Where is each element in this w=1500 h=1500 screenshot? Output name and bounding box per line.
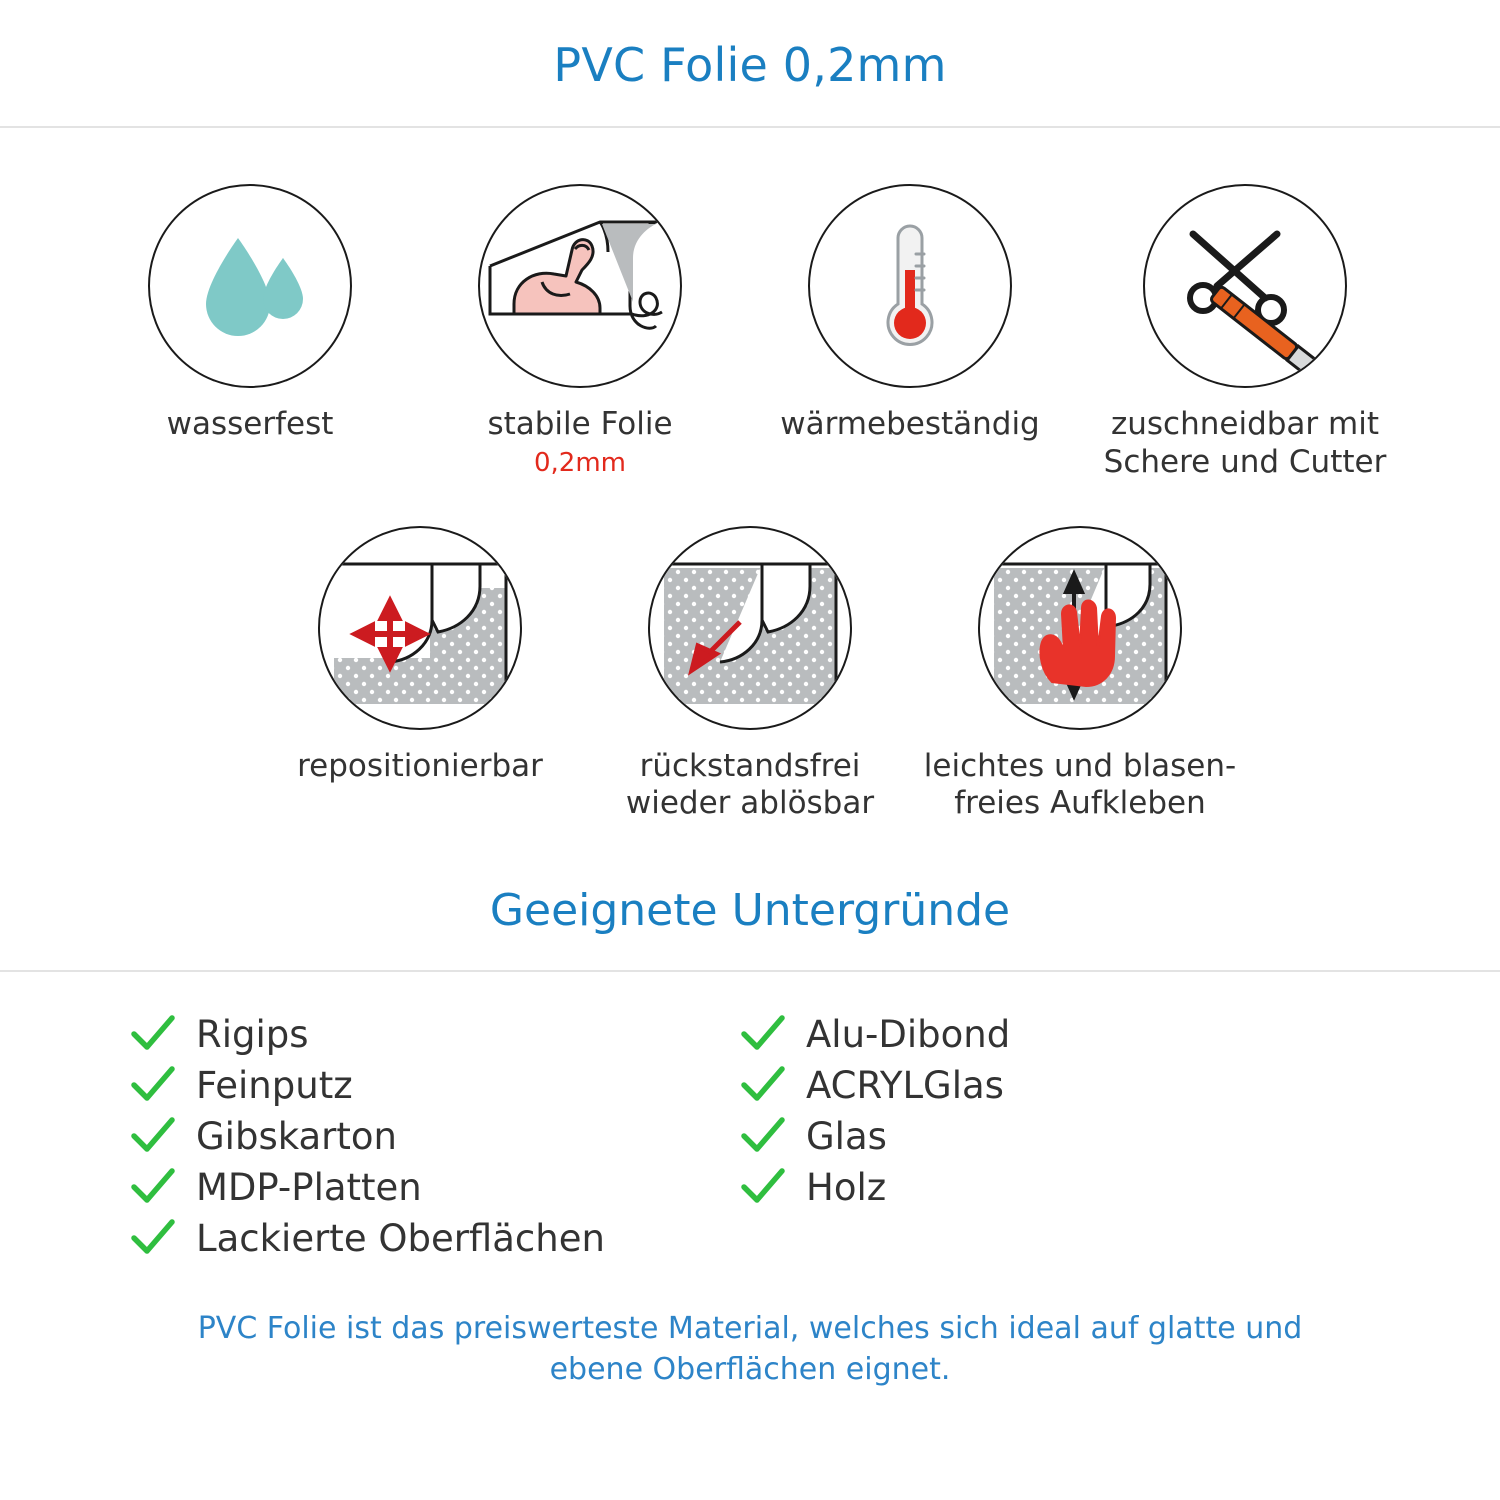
list-item-label: ACRYLGlas: [806, 1063, 1004, 1107]
feature-label: [487, 406, 672, 480]
check-icon: [130, 1116, 176, 1156]
check-icon: [130, 1167, 176, 1207]
page-title: PVC Folie 0,2mm: [553, 38, 947, 92]
list-item: [130, 1116, 740, 1156]
feature-label: wasserfest: [166, 406, 334, 442]
list-item-label: Gibskarton: [196, 1114, 397, 1158]
substrates-title: Geeignete Untergründe: [489, 885, 1011, 937]
check-icon: [740, 1167, 786, 1207]
list-item-label: Glas: [806, 1114, 887, 1158]
list-item-label: Lackierte Oberflächen: [196, 1216, 605, 1260]
feature-waermebestaendig: [745, 184, 1075, 482]
check-icon: [740, 1116, 786, 1156]
substrate-column-right: [740, 1014, 1240, 1269]
feature-stabile-folie: [415, 184, 745, 482]
feature-row-2: [0, 526, 1500, 824]
list-item: [740, 1065, 1240, 1105]
feature-sublabel: 0,2mm: [533, 447, 626, 478]
list-item-label: Rigips: [196, 1012, 309, 1056]
feature-label: rückstandsfrei wieder ablösbar: [625, 747, 875, 822]
feature-wasserfest: [85, 184, 415, 482]
footer-note: PVC Folie ist das preiswerteste Material, welches sich ideal auf glatte und ebene Oberflächen eignet.: [197, 1311, 1303, 1387]
list-item: [130, 1167, 740, 1207]
list-item: [130, 1014, 740, 1054]
list-item-label: MDP-Platten: [196, 1165, 422, 1209]
feature-rueckstandsfrei: [585, 526, 915, 824]
list-item: [740, 1167, 1240, 1207]
reposition-arrows-icon: [318, 526, 522, 730]
strong-arm-film-icon: [478, 184, 682, 388]
substrate-column-left: [130, 1014, 740, 1269]
list-item-label: Feinputz: [196, 1063, 353, 1107]
feature-repositionierbar: [255, 526, 585, 824]
check-icon: [130, 1218, 176, 1258]
check-icon: [130, 1065, 176, 1105]
peel-off-icon: [648, 526, 852, 730]
feature-label: leichtes und blasen- freies Aufkleben: [923, 747, 1237, 822]
substrate-lists: [0, 972, 1500, 1269]
list-item: [740, 1014, 1240, 1054]
check-icon: [130, 1014, 176, 1054]
list-item: [130, 1065, 740, 1105]
list-item: [740, 1116, 1240, 1156]
feature-label: zuschneidbar mit Schere und Cutter: [1103, 406, 1387, 480]
list-item-label: Holz: [806, 1165, 887, 1209]
thermometer-icon: [808, 184, 1012, 388]
feature-aufkleben: [915, 526, 1245, 824]
scissors-cutter-icon: [1143, 184, 1347, 388]
divider-top: [0, 126, 1500, 128]
check-icon: [740, 1065, 786, 1105]
feature-row-1: [0, 184, 1500, 482]
check-icon: [740, 1014, 786, 1054]
feature-label-text: stabile Folie: [487, 406, 673, 442]
list-item: [130, 1218, 740, 1258]
water-drops-icon: [148, 184, 352, 388]
feature-label: wärmebeständig: [780, 406, 1040, 442]
list-item-label: Alu-Dibond: [806, 1012, 1011, 1056]
hand-smoothing-icon: [978, 526, 1182, 730]
feature-zuschneidbar: [1075, 184, 1415, 482]
feature-label: repositionierbar: [297, 747, 543, 784]
